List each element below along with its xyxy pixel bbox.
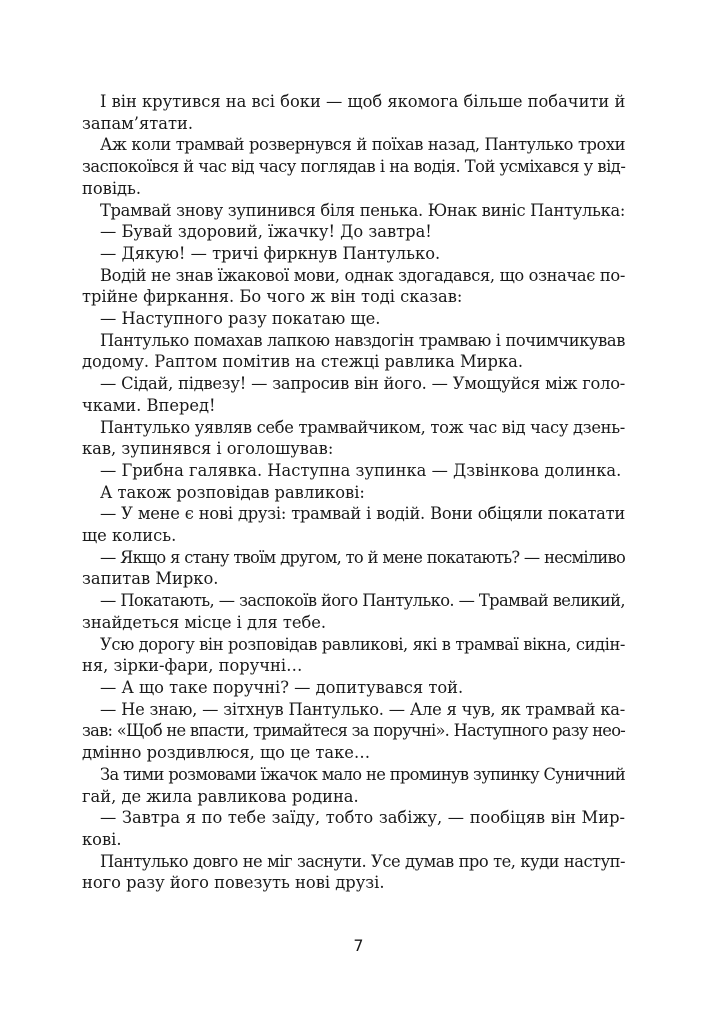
text-line: Пантулько помахав лапкою навздогін трамваю і почимчикував xyxy=(100,330,625,350)
text-line: — А що таке поручні? — допитувався той. xyxy=(100,677,464,697)
text-line: трійне фиркання. Бо чого ж він тоді сказав: xyxy=(82,287,463,307)
text-line: — Покатають, — заспокоїв його Пантулько. — Трамвай великий, xyxy=(100,591,625,611)
text-line: — Грибна галявка. Наступна зупинка — Дзвінкова долинка. xyxy=(100,460,622,480)
text-line: чками. Вперед! xyxy=(82,395,216,415)
text-line: знайдеться місце і для тебе. xyxy=(82,612,327,632)
text-line: — Дякую! — тричі фиркнув Пантулько. xyxy=(100,243,441,263)
page-number: 7 xyxy=(353,936,364,955)
text-line: Усю дорогу він розповідав равликові, які в трамваї вікна, сидін- xyxy=(100,634,626,654)
text-line: — Сідай, підвезу! — запросив він його. — Умощуйся між голо- xyxy=(100,374,625,394)
text-line: — Бувай здоровий, їжачку! До завтра! xyxy=(100,222,432,242)
text-line: зав: «Щоб не впасти, тримайтеся за поручні». Наступного разу нео- xyxy=(82,721,625,741)
text-line: кав, зупинявся і оголошував: xyxy=(82,439,334,459)
text-line: — Завтра я по тебе заїду, тобто забіжу, — пообіцяв він Мир- xyxy=(100,808,625,828)
text-line: гай, де жила равликова родина. xyxy=(82,786,359,806)
text-line: Аж коли трамвай розвернувся й поїхав назад, Пантулько трохи xyxy=(100,135,625,155)
story-text xyxy=(82,91,625,894)
text-line: повідь. xyxy=(82,178,142,198)
text-line: За тими розмовами їжачок мало не проминув зупинку Суничний xyxy=(100,764,625,784)
text-line: — У мене є нові друзі: трамвай і водій. Вони обіцяли покатати xyxy=(100,504,625,524)
text-line: кові. xyxy=(82,829,122,849)
text-line: додому. Раптом помітив на стежці равлика Мирка. xyxy=(82,352,524,372)
text-line: Трамвай знову зупинився біля пенька. Юнак виніс Пантулька: xyxy=(100,200,626,220)
text-line: — Не знаю, — зітхнув Пантулько. — Але я чув, як трамвай ка- xyxy=(100,699,625,719)
text-line: А також розповідав равликові: xyxy=(100,482,365,502)
text-line: ще колись. xyxy=(82,526,177,546)
text-line: ня, зірки-фари, поручні… xyxy=(82,656,303,676)
text-line: заспокоївся й час від часу поглядав і на водія. Той усміхався у від- xyxy=(82,157,626,177)
text-line: — Якщо я стану твоїм другом, то й мене покатають? — несміливо xyxy=(100,547,625,567)
text-line: — Наступного разу покатаю ще. xyxy=(100,309,381,329)
text-line: Водій не знав їжакової мови, однак здогадався, що означає по- xyxy=(100,265,625,285)
text-line: дмінно роздивлюся, що це таке… xyxy=(82,743,371,763)
text-line: Пантулько уявляв себе трамвайчиком, тож час від часу дзень- xyxy=(100,417,625,437)
text-line: І він крутився на всі боки — щоб якомога більше побачити й xyxy=(100,92,626,111)
text-line: запитав Мирко. xyxy=(82,569,219,589)
text-line: ного разу його повезуть нові друзі. xyxy=(82,873,385,893)
text-line: запам’ятати. xyxy=(82,113,194,133)
text-line: Пантулько довго не міг заснути. Усе думав про те, куди наступ- xyxy=(100,851,625,871)
